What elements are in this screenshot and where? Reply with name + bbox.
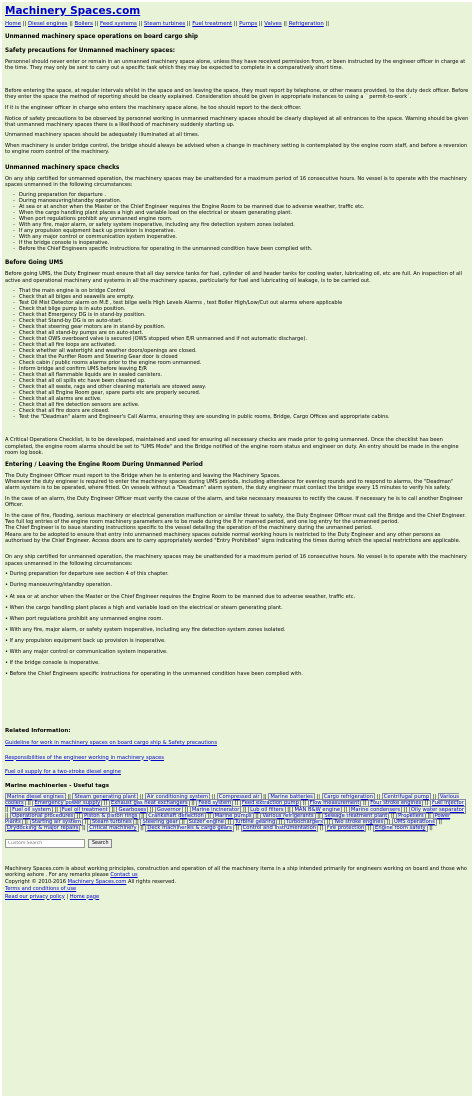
entering-p3d: Means are to be adopted to ensure that entry into unmanned machinery spaces outside normal working hours is restricted to the Duty Engineer and any other persons as authorised by the Chief Engineer. Access doors are to carry appropriately worded "Entry Prohibited" signs indicating the times during which the special restrictions are applicable. [5,531,461,544]
footer-copyright: Copyright © 2010-2016 Machinery Spaces.com All rights reserved. [5,879,177,886]
before-ums-list-item: - Check that the Purifier Room and Steering Gear door is closed [19,354,469,360]
tag-separator: || [342,806,349,813]
related-link[interactable]: Guideline for work in machinery spaces on board cargo ship & Safety precautions [5,740,218,747]
tag-separator: || [425,812,433,819]
related-link[interactable]: Responsibilities of the engineer working in machinery spaces [5,754,164,761]
marine-tag-link[interactable]: Various coolers [5,793,459,807]
before-ums-list-item: - Check cabin / public rooms alarms prior to the engine room unmanned. [19,360,469,366]
entering-list-item: • When the cargo handling plant places a high and variable load on the electrical or steam generating plant. [5,605,469,611]
entering-p4: On any ship certified for unmanned operation, the machinery spaces may be unattended for a maximum period of 16 consecutive hours. No vessel is to operate with the machinery spaces unmanned in the following circumstances: [5,554,467,567]
tag-separator: || [300,800,308,807]
before-ums-list-item: - Check that all stand-by pumps are on auto-start. [19,330,469,336]
checks-list-item: - With any fire, major alarm, or safety system inoperative, including any fire detection system zones isolated. [19,222,469,228]
tag-separator: || [80,825,88,832]
marine-tag-link[interactable]: Four stroke engines [370,800,422,807]
checks-list-item: - If the bridge console is inoperative. [19,240,469,246]
checks-list-item: - During manoeuvring/standby operation. [19,198,469,204]
before-ums-list-item: - Check that all fire doors are closed. [19,408,469,414]
tag-separator: || [318,825,325,832]
before-ums-list-item: - Check that all flammable liquids are in sealed canisters. [19,372,469,378]
tag-separator: || [210,793,217,800]
nav-link[interactable]: Fuel treatment [192,21,233,27]
before-ums-list-item: - Inform bridge and confirm UMS before leaving E/R [19,366,469,372]
marine-tag-link[interactable]: Steam generating plant [74,793,137,800]
tag-separator: || [138,825,146,832]
tag-separator: || [315,812,323,819]
entering-p3b: Two full log entries of the engine room machinery parameters are to be made during the 8 hr manned period, and one log entry for the unmanned period. [5,519,400,526]
page [2,2,472,1096]
tag-separator: || [389,812,397,819]
tag-separator: || [233,825,241,832]
before-ums-list-item: - Test Oil Mist Detector alarm on M.E , test bilge wells High Levels Alarms , test Boiler High/Low/Cut out alarms where applicable [19,300,469,306]
nav-link[interactable]: Boilers [74,21,93,27]
entering-p1: The Duty Engineer Officer must report to the Bridge when he is entering and leaving the Machinery Spaces. [5,472,281,479]
entering-list-item: • At sea or at anchor when the Master or the Chief Engineer requires the Engine Room to be manned due to adverse weather, traffic etc. [5,594,469,600]
marine-tag-link[interactable]: Sewage treatment plant [324,812,388,819]
tag-separator: || [225,819,233,826]
site-title [5,5,469,18]
marine-tag-link[interactable]: Turbine gearing [234,819,276,826]
before-ums-list-item: - Check whether all watertight and weather doors/openings are closed. [19,348,469,354]
marine-tag-link[interactable]: Fuel oil treatment [61,806,108,813]
search-input[interactable] [5,839,85,848]
nav-link[interactable]: Valves [264,21,282,27]
marine-tag-link[interactable]: Two stroke engines [333,819,384,826]
nav-link[interactable]: Feed systems [99,21,137,27]
tag-separator: || [183,806,190,813]
tag-separator: || [75,812,83,819]
before-ums-after: A Critical Operations Checklist, is to be developed, maintained and used for ensuring all necessary checks are made prior to going unmanned. Once the checklist has been completed, the engine room alarms should be set to "UMS Mode" and the Bridge notified of the engine room status and engineer on duty. An entry should be made in the engine room log book. [5,437,459,456]
entering-list-item: • Before the Chief Engineers specific instructions for operating in the unmanned condition have been complied with. [5,671,469,677]
safety-paragraph-2: Before entering the space, at regular intervals whilst in the space and on leaving the space, they must report by telephone, or other means provided, to the duty deck officer. Before they enter the space the method of reporting should be clearly explained. Consideration should be given in appropriate instances to using a ` permit-to-work`. [5,87,469,101]
nav-separator: || [281,21,289,27]
nav-link[interactable]: Steam turbines [143,21,186,27]
before-ums-list [5,288,469,420]
marine-tag-link[interactable]: Exhaust gas heat exchangers [110,800,188,807]
before-ums-list-item: - Check that steering gear motors are in stand-by position. [19,324,469,330]
marine-tag-link[interactable]: Fuel injector [432,800,464,807]
marine-tag-link[interactable]: Control and instrumentation [242,825,317,832]
before-ums-list-item: - Test the "Deadman" alarm and Engineer's Call Alarms, ensuring they are sounding in public rooms, Bridge, Cargo Offices and appropriate cabins. [19,414,469,420]
before-ums-list-item: - Check that all waste, rags and other cleaning materials are stowed away. [19,384,469,390]
marine-tag-link[interactable]: Marine diesel engines [7,793,64,800]
tag-separator: || [5,812,11,819]
related-links [5,740,469,775]
page-title: Unmanned machinery space operations on board cargo ship [5,34,198,40]
nav-separator: || [67,21,75,27]
footer-privacy: Read our privacy policy | Home page [5,893,100,900]
marine-tag-link[interactable]: Crankshaft deflection [148,812,204,819]
privacy-link[interactable]: Read our privacy policy [5,893,65,900]
tag-separator: || [253,812,261,819]
tag-separator: || [361,800,369,807]
entering-p3c: The Chief Engineer is to issue standing instructions specific to the vessel detailing the operation of the machinery during the unmanned period. [5,525,373,532]
tag-separator: || [139,812,147,819]
marine-tag-link[interactable]: Power Plants [5,812,451,826]
tag-separator: || [83,819,90,826]
marine-tag-link[interactable]: Sulzer engine [188,819,224,826]
marine-tag-link[interactable]: Oily water separator [410,806,464,813]
marine-tag-link[interactable]: Marine condensers [350,806,401,813]
tag-separator: || [241,806,249,813]
marine-tag-link[interactable]: Starting air system [31,819,82,826]
tag-separator: || [431,793,438,800]
entering-p1b: Whenever the duty engineer is required to enter the machinery spaces during UMS periods, including attendance for evening rounds and to respond to alarms, the "Deadman" alarm system is to be operated, where fitted. On vessels without a "Deadman" alarm system, the duty engineer must contact the bridge every 15 minutes to verify his safety. [5,479,454,492]
nav-separator: || [136,21,144,27]
entering-list-item: • When port regulations prohibit any unmanned engine room. [5,616,469,622]
tag-separator: || [402,806,409,813]
tag-separator: || [436,819,442,826]
safety-paragraph-6: When machinery is under bridge control, the bridge should always be advised when a change in machinery setting is contemplated by the engine room staff, and before a reversion to engine room control of the machinery. [5,143,468,156]
checks-list [5,192,469,252]
tag-separator: || [109,806,117,813]
tag-separator: || [423,800,431,807]
marine-tag-link[interactable]: Feed extraction pump [242,800,299,807]
nav-separator: || [20,21,28,27]
nav-link[interactable]: Refrigeration [288,21,324,27]
marine-tag-link[interactable]: Fire protection [326,825,365,832]
nav-separator: || [323,21,330,27]
marine-tag-link[interactable]: Steering gear [142,819,178,826]
nav-link[interactable]: Home [5,21,21,27]
tag-separator: || [385,819,392,826]
tag-separator: || [25,800,33,807]
top-nav [5,21,469,28]
marine-tag-link[interactable]: Marine incinerator [191,806,240,813]
before-ums-list-item: - Check that Emergency DG is in stand-by position. [19,312,469,318]
marine-tag-link[interactable]: Compressed air [218,793,260,800]
checks-list-item: - At sea or at anchor when the Master or the Chief Engineer requires the Engine Room to be manned due to adverse weather, traffic etc. [19,204,469,210]
tag-separator: || [325,819,332,826]
marine-tag-link[interactable]: Flow measurement [309,800,360,807]
marine-tags [5,794,469,832]
before-ums-intro: Before going UMS, the Duty Engineer must ensure that all day service tanks for fuel, cylinder oil and header tanks for cooling water, lubricating oil, etc are full. An inspection of all active and operational machinery and systems in all the machinery spaces, particularly for fuel and lubricating oil leakage, is to be carried out. [5,271,462,284]
marine-tag-link[interactable]: Governor [156,806,182,813]
nav-separator: || [185,21,193,27]
entering-p2: In the case of an alarm, the Duty Engineer Officer must verify the cause of the alarm, and take necessary measures to rectify the cause. If necessary he is to call another Engineer Officer. [5,496,463,509]
nav-link[interactable]: Pumps [239,21,258,27]
marine-tag-link[interactable]: Various refrigerants [262,812,314,819]
marine-tag-link[interactable]: Engine room safety [375,825,426,832]
checks-list-item: - If any propulsion equipment back up provision is inoperative. [19,228,469,234]
before-ums-heading: Before Going UMS [5,260,64,267]
search-button[interactable]: Search [88,839,112,848]
footer-terms [5,886,469,892]
tag-separator: || [285,806,293,813]
related-link[interactable]: Fuel oil supply for a two-stroke diesel engine [5,768,121,775]
before-ums-list-item: - Check that bilge pump is in auto position. [19,306,469,312]
safety-paragraph-5: Unmanned machinery spaces should be adequately illuminated at all times. [5,132,200,139]
nav-separator: || [257,21,265,27]
marine-tag-link[interactable]: Lub oil filters [250,806,284,813]
home-link[interactable]: Home page [69,893,100,900]
marine-tag-link[interactable]: Steam turbines [91,819,132,826]
entering-heading: Entering / Leaving the Engine Room During Unmanned Period [5,461,203,468]
tag-separator: || [189,800,197,807]
marine-tag-link[interactable]: Marine pumps [214,812,252,819]
marine-heading: Marine machineries - Useful tags [5,782,110,789]
tag-separator: || [277,819,285,826]
tag-separator: || [179,819,187,826]
terms-link[interactable]: Terms and conditions of use [5,886,77,893]
marine-tag-link[interactable]: Gearboxes [118,806,147,813]
copyright-link[interactable]: Machinery Spaces.com [67,879,127,886]
marine-tag-link[interactable]: Turbochargers [286,819,324,826]
marine-tag-link[interactable]: MAN B&W engine [294,806,341,813]
before-ums-list-item: - Check that Stand-by DG is on auto-start. [19,318,469,324]
marine-tag-link[interactable]: Cargo refrigeration [323,793,373,800]
tag-separator: || [5,806,11,813]
marine-tag-link[interactable]: Marine batteries [270,793,313,800]
checks-heading: Unmanned machinery space checks [5,164,120,171]
marine-tag-link[interactable]: Piston & piston rings [84,812,138,819]
marine-tag-link[interactable]: Operational procedures [12,812,74,819]
entering-list-item: • If the bridge console is inoperative. [5,660,469,666]
checks-list-item: - During preparation for departure . [19,192,469,198]
before-ums-list-item: - Check that all alarms are active. [19,396,469,402]
safety-heading: Safety precautions for Unmanned machinery spaces: [5,48,175,54]
tag-separator: || [148,806,155,813]
marine-tag-link[interactable]: Critical machinery [89,825,137,832]
entering-p3: In the case of fire, flooding, serious machinery or electrical generation malfunction or similar threat to safety, the Duty Engineer Officer must call the Bridge and the Chief Engineer. [5,512,466,519]
entering-list-item: • During manoeuvring/standby operation. [5,582,469,588]
nav-link[interactable]: Diesel engines [27,21,68,27]
marine-tag-link[interactable]: Feed system [198,800,232,807]
before-ums-list-item: - Check that all Engine Room gear, spare parts etc are properly secured. [19,390,469,396]
safety-paragraph-1: Personnel should never enter or remain in an unmanned machinery space alone, unless they have received permission from, or been instructed by the engineer officer in charge at the time. They may only be sent to carry out a specific task which they may be expected to complete in a comparatively short time. [5,59,466,72]
entering-list [5,571,469,677]
contact-link[interactable]: Contact us [110,871,138,878]
entering-list-item: • With any major control or communication system inoperative. [5,649,469,655]
entering-list-item: • With any fire, major alarm, or safety system inoperative, including any fire detection system zones isolated. [5,627,469,633]
before-ums-list-item: - Check that all oil spills etc have been cleaned up. [19,378,469,384]
tag-separator: || [205,812,213,819]
checks-list-item: - With any major control or communication system inoperative. [19,234,469,240]
nav-separator: || [92,21,100,27]
entering-list-item: • During preparation for departure see section 4 of this chapter. [5,571,469,577]
nav-separator: || [232,21,240,27]
marine-tag-link[interactable]: Deck machineries & cargo gears [147,825,232,832]
checks-intro: On any ship certified for unmanned operation, the machinery spaces may be unattended for a maximum period of 16 consecutive hours. No vessel is to operate with the machinery spaces unmanned in the following circumstances: [5,175,467,188]
marine-tag-link[interactable]: Centrifugal pump [383,793,430,800]
before-ums-list-item: - Check that all fire loops are activated. [19,342,469,348]
footer-about: Machinery Spaces.com is about working principles, construction and operation of all the machinery items in a ship intended primarily for engineers working on board and those who working ashore . For any remarks please Contact us [5,865,467,878]
tag-separator: || [233,800,240,807]
tag-separator: || [375,793,382,800]
tag-separator: || [314,793,322,800]
before-ums-list-item: - That the main engine is on bridge Control [19,288,469,294]
marine-tag-link[interactable]: Propellers [398,812,424,819]
safety-paragraph-4: Notice of safety precautions to be observed by personnel working in unmanned machinery spaces should be clearly displayed at all entrances to the space. Warning should be given that unmanned machinery spaces there is a likelihood of machinery suddenly starting up. [5,115,469,128]
checks-list-item: - When port regulations prohibit any unmanned engine room. [19,216,469,222]
before-ums-list-item: - Check that OWS overboard valve is secured (OWS stopped when E/R unmanned and if not automatic discharge). [19,336,469,342]
marine-tag-link[interactable]: Air conditioning system [146,793,209,800]
before-ums-list-item: - Check that all fire detection sensors are active. [19,402,469,408]
checks-list-item: - Before the Chief Engineers specific instructions for operating in the unmanned condition have been complied with. [19,246,469,252]
tag-separator: || [261,793,269,800]
tag-separator: || [366,825,374,832]
entering-list-item: • If any propulsion equipment back up provision is inoperative. [5,638,469,644]
footer [5,866,469,900]
before-ums-list-item: - Check that all bilges and seawells are empty. [19,294,469,300]
tag-separator: || [138,793,145,800]
marine-tag-link[interactable]: Drydocking & major repairs [7,825,79,832]
tag-separator: || [22,819,30,826]
checks-list-item: - When the cargo handling plant places a high and variable load on the electrical or steam generating plant. [19,210,469,216]
tag-separator: || [102,800,109,807]
safety-paragraph-3: If it is the engineer officer in charge who enters the machinery space alone, he too should report to the deck officer. [5,104,302,111]
tag-separator: || [52,806,60,813]
site-title-link[interactable]: Machinery Spaces.com [5,5,141,17]
search-row [5,839,469,848]
marine-tag-link[interactable]: Fuel oil system [12,806,51,813]
tag-separator: || [65,793,73,800]
tag-separator: || [427,825,433,832]
marine-tag-link[interactable]: UMS operations [393,819,435,826]
related-heading: Related Information: [5,728,71,735]
marine-tag-link[interactable]: Emergency power supply [34,800,101,807]
tag-separator: || [133,819,141,826]
